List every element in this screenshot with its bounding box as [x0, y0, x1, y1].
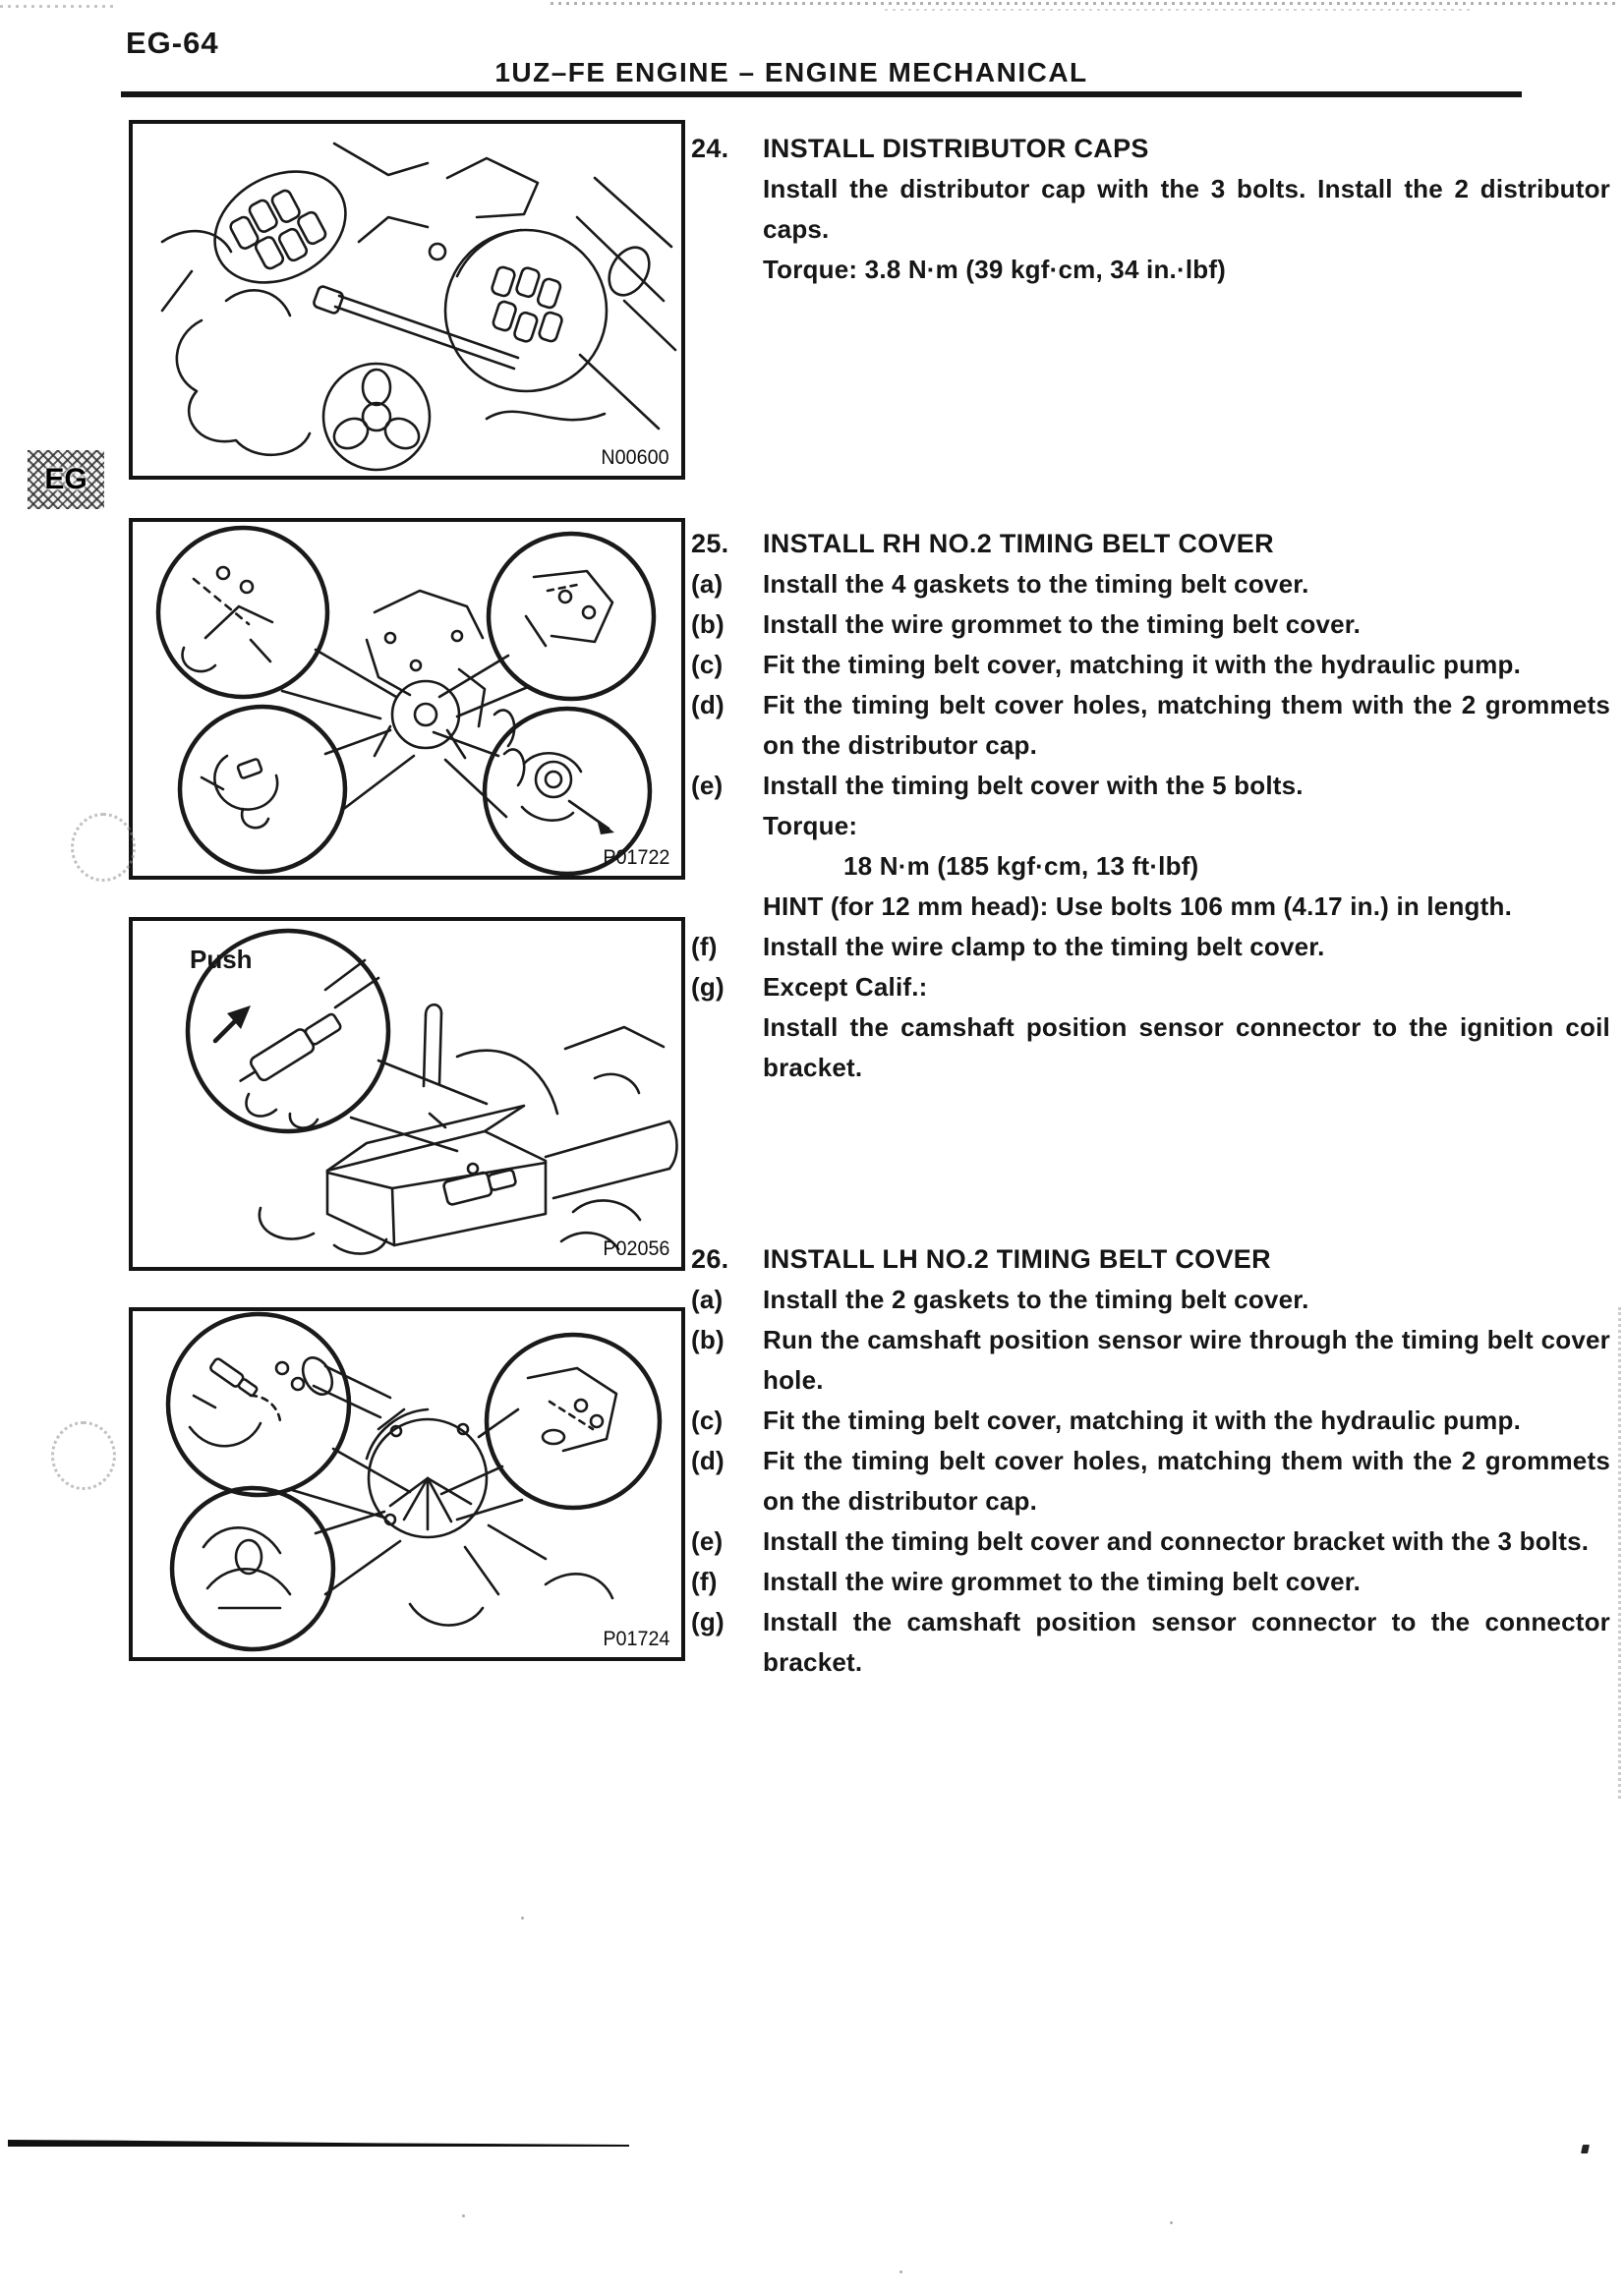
- scan-noise-artifact: [551, 2, 1620, 5]
- push-callout-label: Push: [190, 945, 253, 974]
- step-sub-torque-value: 18 N·m (185 kgf·cm, 13 ft·lbf): [843, 851, 1199, 881]
- procedure-step: [691, 564, 1610, 604]
- figure-rh-timing-belt-cover: [129, 518, 685, 880]
- section-heading: [691, 129, 1610, 169]
- pulley-sketch: [323, 364, 430, 470]
- distributor-caps-illustration: [133, 124, 681, 476]
- procedure-step: [691, 1320, 1610, 1401]
- lh-timing-cover-illustration: [133, 1311, 681, 1657]
- procedure-step: [691, 1602, 1610, 1683]
- step-label: (f): [691, 932, 718, 961]
- step-label: (a): [691, 569, 724, 599]
- step-text: Install the timing belt cover with the 5 bolts.: [763, 771, 1304, 800]
- figure-code: P01724: [602, 1628, 669, 1650]
- procedure-step: [691, 169, 1610, 250]
- step-label: (d): [691, 690, 725, 719]
- step-text: Fit the timing belt cover, matching it with the hydraulic pump.: [763, 650, 1521, 679]
- section-heading: [691, 524, 1610, 564]
- step-sub-torque-label: Torque:: [763, 811, 858, 840]
- step-text: Install the 4 gaskets to the timing belt cover.: [763, 569, 1309, 599]
- step-label: (c): [691, 650, 724, 679]
- step-sub-plain: Install the camshaft position sensor connector to the ignition coil bracket.: [763, 1012, 1610, 1082]
- step-label: (g): [691, 1607, 725, 1636]
- header-rule: [121, 91, 1522, 97]
- punch-hole-artifact: [71, 813, 136, 882]
- section-number: 25.: [691, 529, 729, 558]
- figure-sensor-connector-push: [129, 917, 685, 1271]
- punch-hole-artifact: [51, 1421, 116, 1490]
- scan-dot-artifact: [462, 2214, 465, 2217]
- procedure-text-column: [691, 129, 1610, 1683]
- bottom-partial-rule: [8, 2140, 629, 2147]
- section-number: 24.: [691, 134, 729, 163]
- figure-code: N00600: [601, 446, 669, 469]
- step-text: Run the camshaft position sensor wire through the timing belt cover hole.: [763, 1325, 1610, 1395]
- step-label: (e): [691, 1526, 724, 1556]
- procedure-step: [691, 967, 1610, 1088]
- distributor-cap-right-sketch: [445, 230, 607, 391]
- step-text: Install the wire grommet to the timing belt cover.: [763, 609, 1362, 639]
- scan-noise-artifact: [885, 9, 1475, 11]
- step-label: (f): [691, 1567, 718, 1596]
- step-text: Torque: 3.8 N·m (39 kgf·cm, 34 in.·lbf): [763, 255, 1227, 284]
- figure-install-distributor-caps: [129, 120, 685, 480]
- distributor-cap-left-sketch: [196, 149, 365, 305]
- section-title: INSTALL DISTRIBUTOR CAPS: [763, 134, 1149, 163]
- procedure-step: [691, 927, 1610, 967]
- procedure-step: [691, 685, 1610, 766]
- step-text: Install the wire grommet to the timing belt cover.: [763, 1567, 1362, 1596]
- step-label: (b): [691, 1325, 725, 1354]
- procedure-step: [691, 645, 1610, 685]
- procedure-step: [691, 604, 1610, 645]
- section-number: 26.: [691, 1244, 729, 1274]
- scan-noise-artifact: [0, 5, 118, 8]
- scan-edge-dots-artifact: [1618, 1307, 1621, 1799]
- section-26-install-lh-timing-belt-cover: [691, 1239, 1610, 1683]
- section-title: INSTALL RH NO.2 TIMING BELT COVER: [763, 529, 1274, 558]
- procedure-step: [691, 1280, 1610, 1320]
- rh-timing-cover-illustration: [133, 522, 681, 876]
- step-label: (a): [691, 1285, 724, 1314]
- procedure-step: [691, 1441, 1610, 1521]
- scan-dot-artifact: [899, 2270, 902, 2273]
- step-text: Fit the timing belt cover holes, matching them with the 2 grommets on the distributor cap.: [763, 690, 1610, 760]
- step-text: Except Calif.:: [763, 972, 928, 1002]
- step-label: (c): [691, 1406, 724, 1435]
- step-text: Install the distributor cap with the 3 bolts. Install the 2 distributor caps.: [763, 174, 1610, 244]
- procedure-step: [691, 1562, 1610, 1602]
- scan-dot-artifact: [1170, 2221, 1173, 2224]
- procedure-step: [691, 766, 1610, 927]
- section-tab-eg: EG: [28, 450, 104, 509]
- step-label: (d): [691, 1446, 725, 1475]
- section-25-install-rh-timing-belt-cover: [691, 524, 1610, 1088]
- scan-dot-artifact: [521, 1917, 524, 1920]
- procedure-step: [691, 1401, 1610, 1441]
- step-label: (g): [691, 972, 725, 1002]
- figure-lh-timing-belt-cover: [129, 1307, 685, 1661]
- scan-speck-artifact: [1581, 2145, 1590, 2153]
- page-code: EG-64: [126, 26, 219, 60]
- procedure-step: [691, 250, 1610, 290]
- step-text: Fit the timing belt cover, matching it with the hydraulic pump.: [763, 1406, 1521, 1435]
- section-steps: [691, 1280, 1610, 1683]
- step-text: Install the camshaft position sensor connector to the connector bracket.: [763, 1607, 1610, 1677]
- step-text: Fit the timing belt cover holes, matching them with the 2 grommets on the distributor cap.: [763, 1446, 1610, 1516]
- page-title: 1UZ–FE ENGINE – ENGINE MECHANICAL: [494, 57, 1088, 87]
- procedure-step: [691, 1521, 1610, 1562]
- figure-code: P01722: [602, 846, 669, 869]
- section-title: INSTALL LH NO.2 TIMING BELT COVER: [763, 1244, 1271, 1274]
- figure-code: P02056: [602, 1237, 669, 1260]
- step-text: Install the 2 gaskets to the timing belt cover.: [763, 1285, 1309, 1314]
- section-24-install-distributor-caps: [691, 129, 1610, 290]
- step-label: (e): [691, 771, 724, 800]
- section-steps: [691, 169, 1610, 290]
- section-heading: [691, 1239, 1610, 1280]
- step-sub-hint: HINT (for 12 mm head): Use bolts 106 mm (4.17 in.) in length.: [763, 891, 1512, 921]
- step-text: Install the wire clamp to the timing belt cover.: [763, 932, 1325, 961]
- step-label: (b): [691, 609, 725, 639]
- section-steps: [691, 564, 1610, 1088]
- step-text: Install the timing belt cover and connector bracket with the 3 bolts.: [763, 1526, 1590, 1556]
